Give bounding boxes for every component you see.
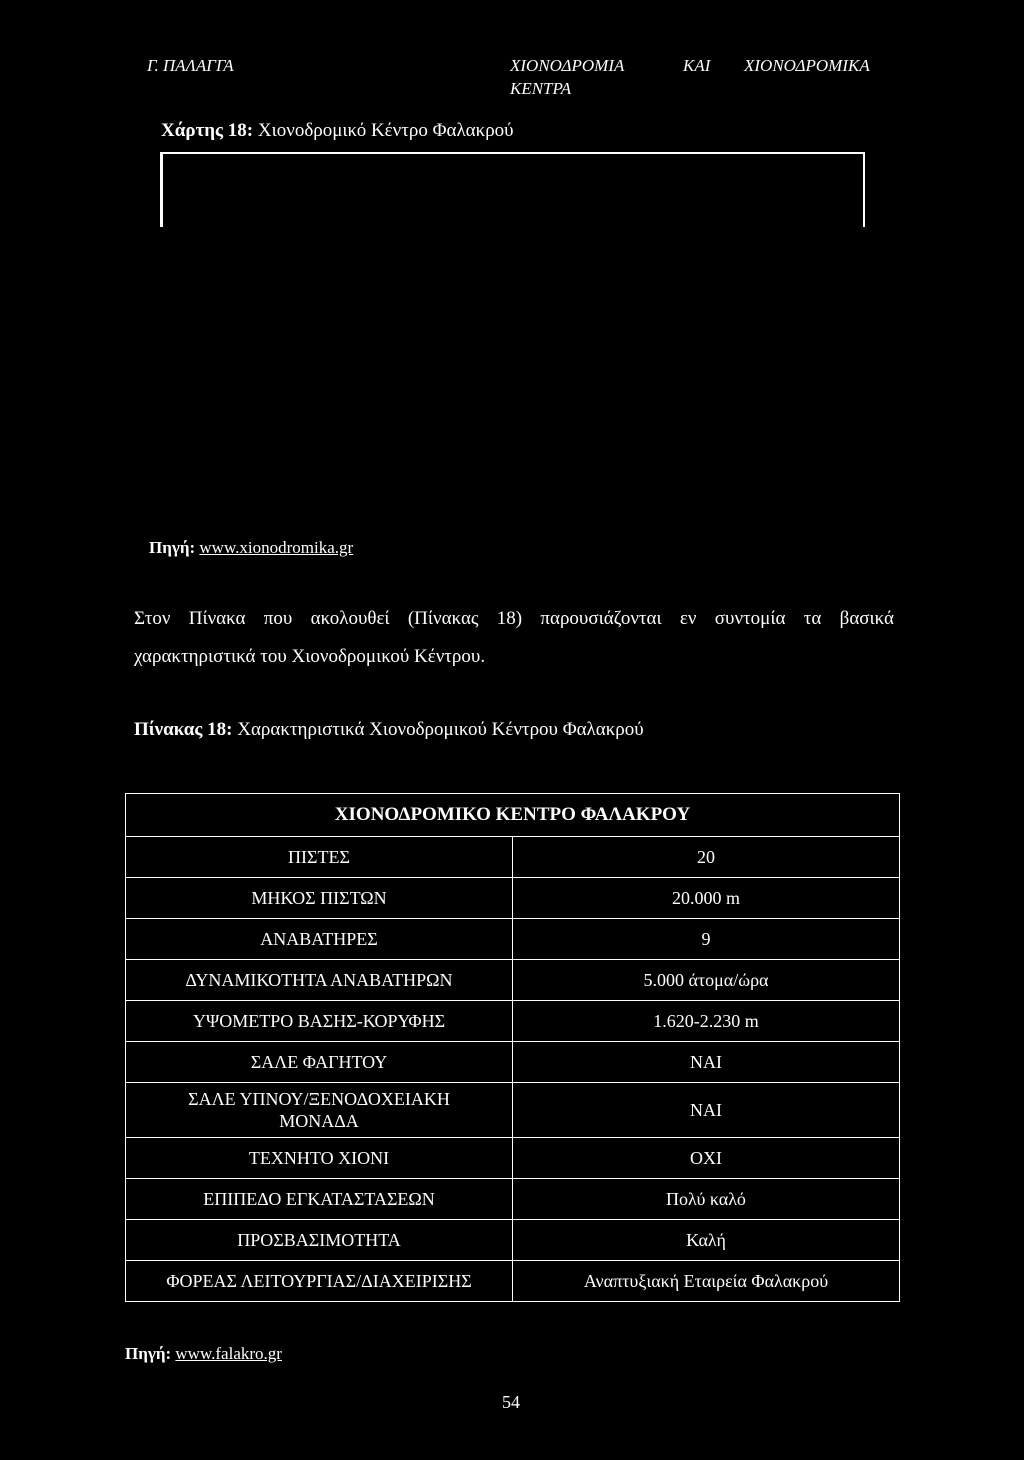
table-row	[126, 878, 900, 919]
row-label-lift-capacity: ΔΥΝΑΜΙΚΟΤΗΤΑ ΑΝΑΒΑΤΗΡΩΝ	[126, 960, 513, 1001]
table-row	[126, 1261, 900, 1302]
table-row	[126, 837, 900, 878]
map-caption-text: Χιονοδρομικό Κέντρο Φαλακρού	[257, 120, 514, 141]
row-value-operator: Αναπτυξιακή Εταιρεία Φαλακρού	[513, 1261, 900, 1302]
row-value-accessibility: Καλή	[513, 1220, 900, 1261]
row-label-operator: ΦΟΡΕΑΣ ΛΕΙΤΟΥΡΓΙΑΣ/ΔΙΑΧΕΙΡΙΣΗΣ	[126, 1261, 513, 1302]
row-label-lodging-line-1: ΣΑΛΕ ΥΠΝΟΥ/ΞΕΝΟΔΟΧΕΙΑΚΗ	[188, 1089, 450, 1109]
page-number: 54	[502, 1392, 520, 1412]
row-value-facilities: Πολύ καλό	[513, 1179, 900, 1220]
header-title-word-2: ΚΑΙ	[683, 56, 711, 75]
row-label-slope-length: ΜΗΚΟΣ ΠΙΣΤΩΝ	[126, 878, 513, 919]
intro-paragraph-line-1: Στον Πίνακα που ακολουθεί (Πίνακας 18) παρουσιάζονται εν συντομία τα βασικά	[134, 608, 894, 629]
row-label-artificial-snow: ΤΕΧΝΗΤΟ ΧΙΟΝΙ	[126, 1138, 513, 1179]
table-source	[125, 1344, 282, 1364]
map-source	[149, 538, 353, 558]
table-row	[126, 1179, 900, 1220]
row-value-lift-capacity: 5.000 άτομα/ώρα	[513, 960, 900, 1001]
map-caption	[161, 120, 514, 142]
table-heading: ΧΙΟΝΟΔΡΟΜΙΚΟ ΚΕΝΤΡΟ ΦΑΛΑΚΡΟΥ	[126, 794, 900, 837]
table-source-link[interactable]: www.falakro.gr	[175, 1344, 282, 1363]
map-source-link[interactable]: www.xionodromika.gr	[199, 538, 354, 557]
ski-center-facts-table	[125, 793, 900, 1302]
row-label-altitude: ΥΨΟΜΕΤΡΟ ΒΑΣΗΣ-ΚΟΡΥΦΗΣ	[126, 1001, 513, 1042]
row-label-food-chalet: ΣΑΛΕ ΦΑΓΗΤΟΥ	[126, 1042, 513, 1083]
row-label-lodging	[126, 1083, 513, 1138]
header-title-line-2: ΚΕΝΤΡΑ	[510, 79, 572, 98]
map-caption-label: Χάρτης 18:	[161, 120, 254, 141]
table-caption-label: Πίνακας 18:	[134, 719, 233, 740]
row-value-food-chalet: ΝΑΙ	[513, 1042, 900, 1083]
row-value-lodging: ΝΑΙ	[513, 1083, 900, 1138]
table-row	[126, 960, 900, 1001]
row-value-lifts: 9	[513, 919, 900, 960]
table-source-label: Πηγή:	[125, 1344, 172, 1363]
row-label-facilities: ΕΠΙΠΕΔΟ ΕΓΚΑΤΑΣΤΑΣΕΩΝ	[126, 1179, 513, 1220]
table-caption-text: Χαρακτηριστικά Χιονοδρομικού Κέντρου Φαλακρού	[237, 719, 644, 740]
row-label-slopes: ΠΙΣΤΕΣ	[126, 837, 513, 878]
row-value-altitude: 1.620-2.230 m	[513, 1001, 900, 1042]
header-title-word-3: ΧΙΟΝΟΔΡΟΜΙΚΑ	[744, 56, 870, 75]
table-row	[126, 1083, 900, 1138]
table-row	[126, 919, 900, 960]
row-label-accessibility: ΠΡΟΣΒΑΣΙΜΟΤΗΤΑ	[126, 1220, 513, 1261]
header-author: Γ. ΠΑΛΑΓΓΑ	[147, 56, 234, 75]
table-caption	[134, 719, 644, 741]
table-row	[126, 1001, 900, 1042]
row-label-lifts: ΑΝΑΒΑΤΗΡΕΣ	[126, 919, 513, 960]
row-value-slope-length: 20.000 m	[513, 878, 900, 919]
row-value-slopes: 20	[513, 837, 900, 878]
map-image-frame	[160, 152, 865, 227]
row-label-lodging-line-2: ΜΟΝΑΔΑ	[279, 1111, 359, 1131]
table-row	[126, 1042, 900, 1083]
table-row	[126, 1220, 900, 1261]
row-value-artificial-snow: ΟΧΙ	[513, 1138, 900, 1179]
table-row	[126, 1138, 900, 1179]
map-source-label: Πηγή:	[149, 538, 196, 557]
intro-paragraph-line-2: χαρακτηριστικά του Χιονοδρομικού Κέντρου.	[134, 646, 486, 667]
header-title-word-1: ΧΙΟΝΟΔΡΟΜΙΑ	[510, 56, 625, 75]
